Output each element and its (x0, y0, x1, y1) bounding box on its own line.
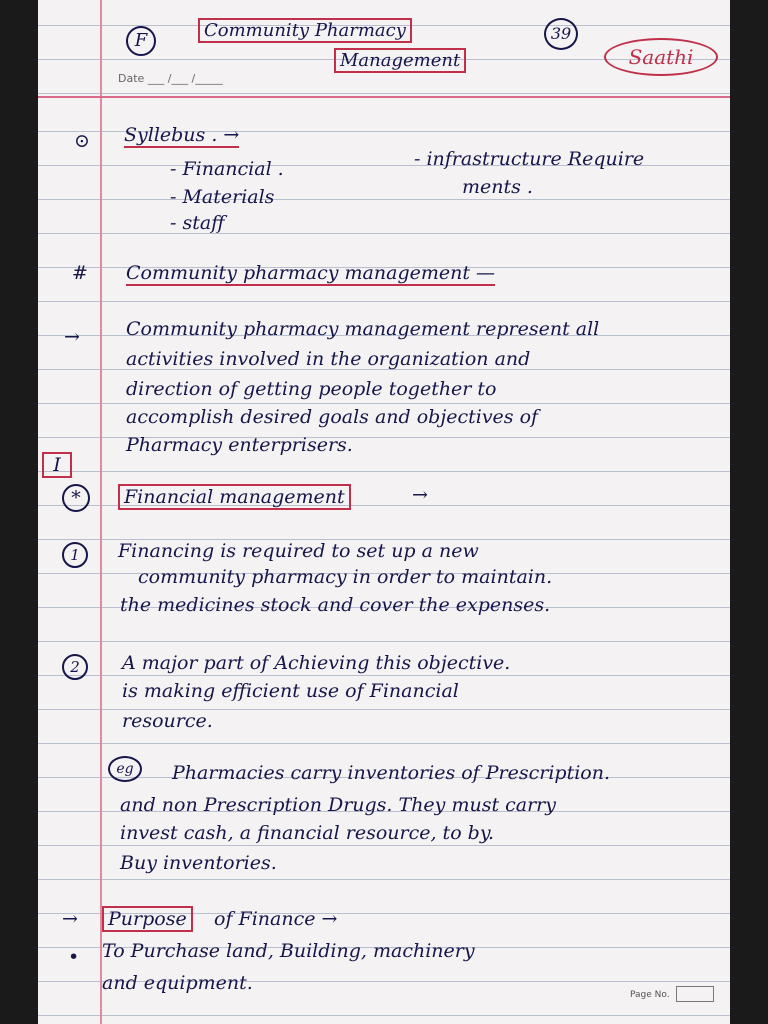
definition-line: accomplish desired goals and objectives of (126, 406, 539, 428)
point-1-line: the medicines stock and cover the expenses. (120, 594, 551, 616)
purpose-bullet: • (68, 946, 80, 968)
page-no-box (676, 986, 714, 1002)
star-marker: * (62, 484, 90, 512)
syllabus-bullet: ⊙ (74, 130, 90, 152)
section-marker: F (126, 26, 156, 56)
point-1-line: Financing is required to set up a new (118, 540, 479, 562)
definition-arrow: → (64, 326, 80, 348)
margin-line (100, 0, 102, 1024)
title-line-1: Community Pharmacy (198, 18, 412, 43)
syllabus-item-2: - Materials (170, 186, 275, 208)
syllabus-item-right-1: - infrastructure Require (414, 148, 645, 170)
purpose-heading-rest: of Finance → (214, 908, 338, 930)
definition-line: Pharmacy enterprisers. (126, 434, 353, 456)
definition-heading: Community pharmacy management — (126, 262, 496, 284)
roman-numeral-marker: I (42, 452, 72, 478)
purpose-heading-boxed: Purpose (102, 906, 193, 932)
point-2-number: 2 (62, 654, 88, 680)
syllabus-heading: Syllebus . → (124, 124, 240, 146)
definition-line: direction of getting people together to (126, 378, 497, 400)
example-tag: eg (108, 756, 142, 782)
syllabus-item-1: - Financial . (170, 158, 284, 180)
page-no-label: Page No. (630, 990, 670, 1000)
syllabus-item-right-2: ments . (462, 176, 533, 198)
point-1-number: 1 (62, 542, 88, 568)
definition-line: activities involved in the organization and (126, 348, 531, 370)
example-line: Buy inventories. (120, 852, 277, 874)
point-2-line: A major part of Achieving this objective. (122, 652, 511, 674)
financial-heading: Financial management (118, 484, 351, 510)
example-line: and non Prescription Drugs. They must carry (120, 794, 556, 816)
definition-line: Community pharmacy management represent all (126, 318, 600, 340)
header-rule (38, 96, 730, 98)
notebook-page (38, 0, 730, 1024)
point-2-line: is making efficient use of Financial (122, 680, 459, 702)
title-line-2: Management (334, 48, 466, 73)
financial-heading-arrow: → (412, 484, 428, 506)
point-2-line: resource. (122, 710, 213, 732)
brand-logo: Saathi (604, 38, 718, 76)
syllabus-item-3: - staff (170, 212, 225, 234)
point-1-line: community pharmacy in order to maintain. (138, 566, 553, 588)
purpose-line: and equipment. (102, 972, 253, 994)
example-line: invest cash, a financial resource, to by. (120, 822, 495, 844)
purpose-arrow: → (62, 908, 78, 930)
purpose-line: To Purchase land, Building, machinery (102, 940, 475, 962)
date-field: Date ___ /___ /_____ (118, 72, 223, 85)
hash-marker: # (72, 262, 88, 284)
page-number-circle: 39 (544, 18, 578, 50)
example-line: Pharmacies carry inventories of Prescription. (172, 762, 610, 784)
